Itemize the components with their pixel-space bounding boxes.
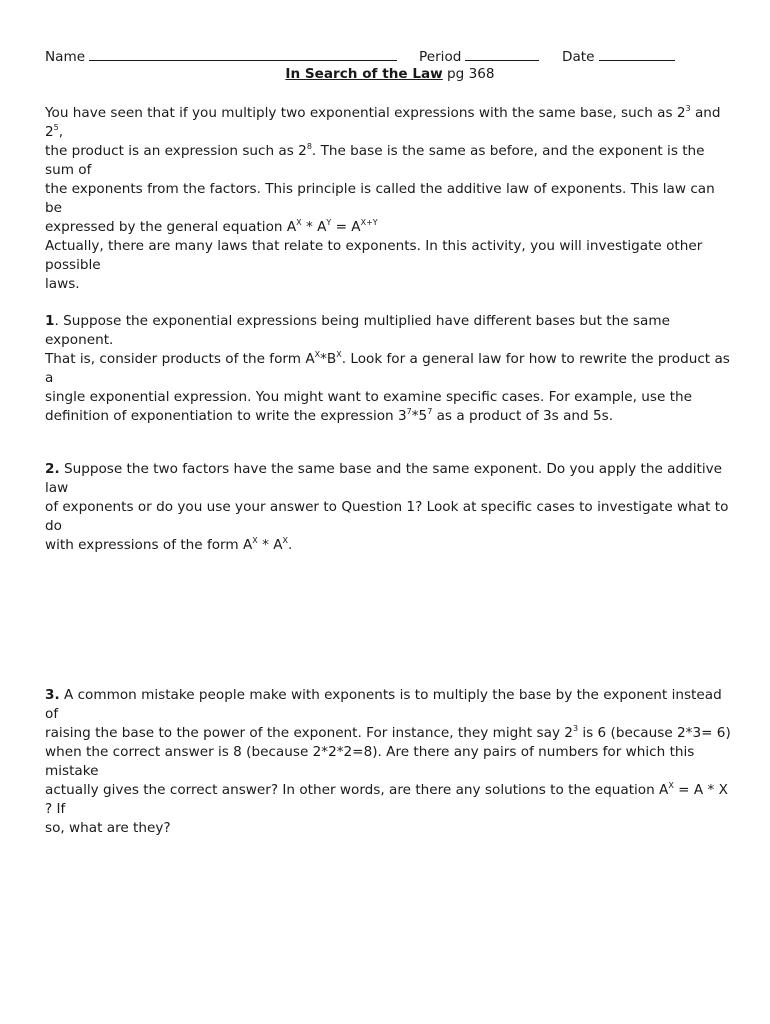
text-run: . The base is the same as before, and the exponent is the sum of: [45, 143, 705, 178]
question-line: so, what are they?: [45, 820, 171, 836]
superscript: Y: [326, 218, 332, 227]
text-run: . Suppose the exponential expressions being multiplied have different bases but the same exponent.: [45, 313, 670, 348]
superscript: 3: [572, 724, 579, 733]
superscript: 3: [685, 104, 691, 113]
question-number: 3.: [45, 687, 60, 703]
period-field: [419, 46, 539, 65]
superscript: X: [252, 536, 258, 545]
period-label: Period: [419, 49, 462, 65]
question-line: [45, 350, 735, 388]
text-run: A common mistake people make with exponents is to multiply the base by the exponent instead of: [45, 687, 722, 722]
superscript: X: [336, 350, 342, 359]
text-run: ,: [58, 124, 64, 140]
intro-line: laws.: [45, 276, 80, 292]
intro-line: [45, 218, 735, 237]
intro-line: [45, 142, 735, 180]
question-2: [45, 460, 735, 555]
text-run: *5: [411, 408, 428, 424]
question-line: [45, 724, 735, 743]
text-run: . Look for a general law for how to rewrite the product as a: [45, 351, 730, 386]
date-field: [562, 46, 675, 65]
superscript: X+Y: [360, 218, 378, 227]
question-line: of exponents or do you use your answer to Question 1? Look at specific cases to investigate what to do: [45, 499, 729, 534]
text-run: You have seen that if you multiply two exponential expressions with the same base, such as 2: [45, 105, 686, 121]
date-label: Date: [562, 49, 595, 65]
question-line: single exponential expression. You might want to examine specific cases. For example, use the: [45, 389, 693, 405]
text-run: is 6 (because 2*3= 6): [578, 725, 731, 741]
intro-line: Actually, there are many laws that relate to exponents. In this activity, you will investigate other possible: [45, 238, 703, 273]
text-run: = A: [331, 219, 361, 235]
text-run: raising the base to the power of the exponent. For instance, they might say 2: [45, 725, 573, 741]
question-line: [45, 686, 735, 724]
text-run: *B: [320, 351, 337, 367]
superscript: 7: [406, 407, 412, 416]
name-field: [45, 46, 397, 65]
name-blank[interactable]: [89, 46, 397, 61]
question-1: [45, 312, 735, 426]
text-run: actually gives the correct answer? In other words, are there any solutions to the equation A: [45, 782, 669, 798]
date-blank[interactable]: [599, 46, 675, 61]
question-line: [45, 781, 735, 819]
question-line: [45, 536, 735, 555]
intro-line: the exponents from the factors. This principle is called the additive law of exponents. This law can be: [45, 181, 715, 216]
superscript: X: [314, 350, 321, 359]
question-line: [45, 460, 735, 498]
question-line: [45, 312, 735, 350]
superscript: X: [282, 536, 288, 545]
worksheet-title: In Search of the Law: [285, 66, 443, 82]
question-3: [45, 686, 735, 838]
text-run: Suppose the two factors have the same base and the same exponent. Do you apply the additive law: [45, 461, 723, 496]
text-run: expressed by the general equation A: [45, 219, 297, 235]
text-run: That is, consider products of the form A: [45, 351, 315, 367]
text-run: * A: [301, 219, 327, 235]
text-run: and 2: [45, 105, 721, 140]
text-run: the product is an expression such as 2: [45, 143, 307, 159]
page-reference: pg 368: [442, 66, 495, 82]
question-number: 2.: [45, 461, 60, 477]
superscript: 8: [306, 142, 312, 151]
text-run: .: [287, 537, 293, 553]
question-line: when the correct answer is 8 (because 2*2*2=8). Are there any pairs of numbers for which this mistake: [45, 744, 695, 779]
intro-paragraph: [45, 104, 735, 294]
text-run: with expressions of the form A: [45, 537, 253, 553]
period-blank[interactable]: [465, 46, 539, 61]
superscript: X: [296, 218, 302, 227]
intro-line: [45, 104, 735, 142]
text-run: as a product of 3s and 5s.: [432, 408, 614, 424]
name-label: Name: [45, 49, 86, 65]
worksheet-header: [45, 46, 735, 66]
text-run: * A: [257, 537, 283, 553]
superscript: 7: [427, 407, 433, 416]
text-run: = A * X ? If: [45, 782, 728, 817]
question-number: 1: [45, 313, 55, 329]
question-line: [45, 407, 735, 426]
worksheet-page: [45, 46, 735, 836]
superscript: X: [668, 781, 674, 790]
text-run: definition of exponentiation to write the expression 3: [45, 408, 407, 424]
title-line: [45, 66, 735, 88]
superscript: 5: [53, 123, 59, 132]
